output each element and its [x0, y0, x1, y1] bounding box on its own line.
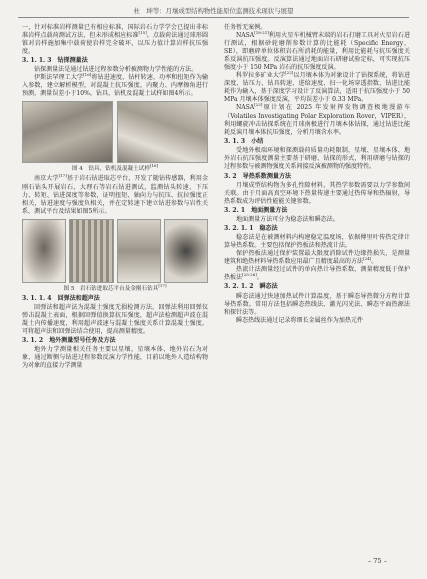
rebound-paragraph: 回弹法和超声法为混凝土强度无损检测方法，回弹法利用回弹仪弹击混凝土表面，根据回弹值换算抗压强度，超声法检测超声波在混凝土内传播速度，利用超声波速与混凝土强度关系计算混凝土强度。可将超声法和回弹法结合使用，提高测量精度。: [22, 303, 208, 335]
heading-3114: 3. 1. 1. 4 回弹法和超声法: [22, 294, 100, 302]
drill-paragraph-1: 钻探测量法是通过钻进过程参数分析被测物力学性能的方法。: [34, 66, 198, 74]
figure-4: [22, 101, 208, 173]
figure-5-caption: 图 5 岩石钻进取芯平台及金刚石钻具[17]: [63, 282, 167, 292]
figure-5: [22, 219, 208, 293]
page-number: – 75 –: [367, 557, 387, 565]
figure-5-photo-b: [69, 219, 113, 283]
thermal-paragraph: 月壤成型结构物为多孔性隙材料，其热学参数需要以力学参数间关联。由于月面高真空环境下热量传递主要通过热传导和热辐射，导热系数成为评估性能能关键参数。: [224, 181, 410, 205]
transient-paragraph-1: 瞬态法通过快速加热试件计算温度，基于瞬态导热微分方程计算导热系数。常用方法包括瞬态热线法、激光闪光法、瞬态平面热源法和探针法等。: [224, 292, 410, 316]
heading-3212: 3. 2. 1. 2 瞬态法: [224, 283, 278, 291]
figure-5-photo-d: [164, 219, 208, 283]
steady-paragraph-3: 热流计法测量经过试件的单向热计导热系数，测量精度低于保护热板法[25-26]。: [224, 266, 410, 282]
figure-5-photo-a: [22, 219, 66, 283]
figure-4-specimen-photo: [117, 101, 208, 163]
figure-4-images: [22, 101, 208, 163]
right-column: [224, 24, 410, 325]
steady-paragraph-1: 稳态法是在被测材料内构建稳定温度场，依据傅里叶传热定律计算导热系数。主要包括保护热板法和热流计法。: [224, 234, 410, 250]
header-rule: [18, 17, 409, 18]
figure-4-caption: 图 4 钻具、钻机及混凝土试样[16]: [71, 163, 159, 173]
ground-paragraph: 地面测量方法可分为稳态法和瞬态法。: [236, 216, 339, 224]
heading-313: 3. 1. 3 小结: [224, 137, 264, 145]
heading-312: 3. 1. 2 地外测量型号任务及方法: [22, 336, 116, 344]
nanjing-paragraph: 南京大学[17]基于岩石钻进取芯平台，开发了随钻传感器，利用金刚石钻头开展岩石、大理石等岩石钻进测试，监测钻头转速、下压力、转矩、钻进深度等参数，证明扭矩、轴向力与抗压、抗拉强度正相关，钻进速度与强度负相关，并在定转速下建立钻进参数与岩性关系，测试平台及结果如图5所示。: [22, 173, 208, 215]
heading-3113: 3. 1. 1. 3 钻探测量法: [22, 57, 88, 65]
figure-5-images: [22, 219, 208, 283]
steady-paragraph-2: 保护热板法通过保护装置最大限度消除试件边缘热损失，是测量建筑和绝热材料导热系数应用最广且精度最高的方法[24]。: [224, 250, 410, 266]
nasa-paragraph-2: NASA[23]原计划在 2025 年发射挥发物调查极地漫游车（Volatiles Investigating Polar Exploration Rover，VIPER），利用螺旋冲击钻探系统在月球南极进行月壤本体钻探，通过钻进比能耗反演月壤本体抗压强度，分析月壤含水率。: [224, 102, 410, 136]
transient-paragraph-2: 瞬态热线法通过记录将细长金属丝作为加热元件: [236, 316, 363, 324]
drill-paragraph-2: 伊斯法罕理工大学[16]将钻进速度、钻杆转速、功率和扭矩作为输入参数，建立解析模型，对混凝土抗压强度、内聚力、内摩擦角进行预测，测量误差小于10%。钻具、钻机及混凝土试样如图4所示。: [22, 72, 209, 98]
missions-paragraph: 地外力学测量相关任务主要以星壤、星壤本体、地外岩石为对象，通过断侧与钻进过程参数反演力学性能，目前以地外人造结构物为对象的直接力学测量: [22, 346, 208, 370]
heading-3211: 3. 2. 1. 1 稳态法: [224, 225, 278, 233]
nasa-paragraph-1: NASA[18-21]利用火星车机械臂末端的岩石打磨工具对火星岩石进行测试，根据砂轮磨削参数计算的比能耗（Specific Energy，SE），即磨碎单位体积岩石所消耗的能量，利用比能耗与抗压强度关系反演抗压强度。反演算法通过地面岩石研磨试验定标，可实现抗压强度小于 150 MPa 岩石的抗压强度反演。: [224, 30, 410, 72]
heading-32: 3. 2 导热系数测量方法: [224, 172, 292, 180]
heading-321: 3. 2. 1 地面测量方法: [224, 207, 288, 215]
figure-5-photo-c: [117, 219, 161, 283]
figure-4-drill-photo: [22, 101, 113, 163]
continued-paragraph: 任务暂无案例。: [224, 24, 267, 31]
intro-paragraph: 一，针对标准岩样测量已有相应标准，国际岩石力学学会已提出非标准岩样点载荷测试方法，但未形成相应标准[15]。点载荷法通过球形圆锥对岩样施加集中载荷使岩样完全破坏，以压力值计算岩样抗压强度。: [22, 24, 209, 56]
left-column: [22, 24, 208, 370]
colorado-paragraph: 科罗拉多矿业大学[22]以月壤本体为对象设计了钻探系统，将钻进深度、钻压力、钻具转速、进给速度、扫一化场穿透指数、钻进比能耗作为输入，基于深度学习设计了反演算法，适用于抗压强度小于 50 MPa 月壤本体强度反演，平均误差小于 0.33 MPa。: [224, 70, 411, 104]
running-header: 杜 坤等：月壤成型结构物性能原位监测技术现状与展望: [133, 7, 294, 15]
summary-paragraph: 受地外极端环境和探测载荷质量功耗限制，星壤、星壤本体、地外岩石抗压强度测量主要基于研磨、钻探的形式，利用研磨与钻探的过程参数与被测物强度关系间接反演被测物的强度特性。: [224, 146, 410, 170]
